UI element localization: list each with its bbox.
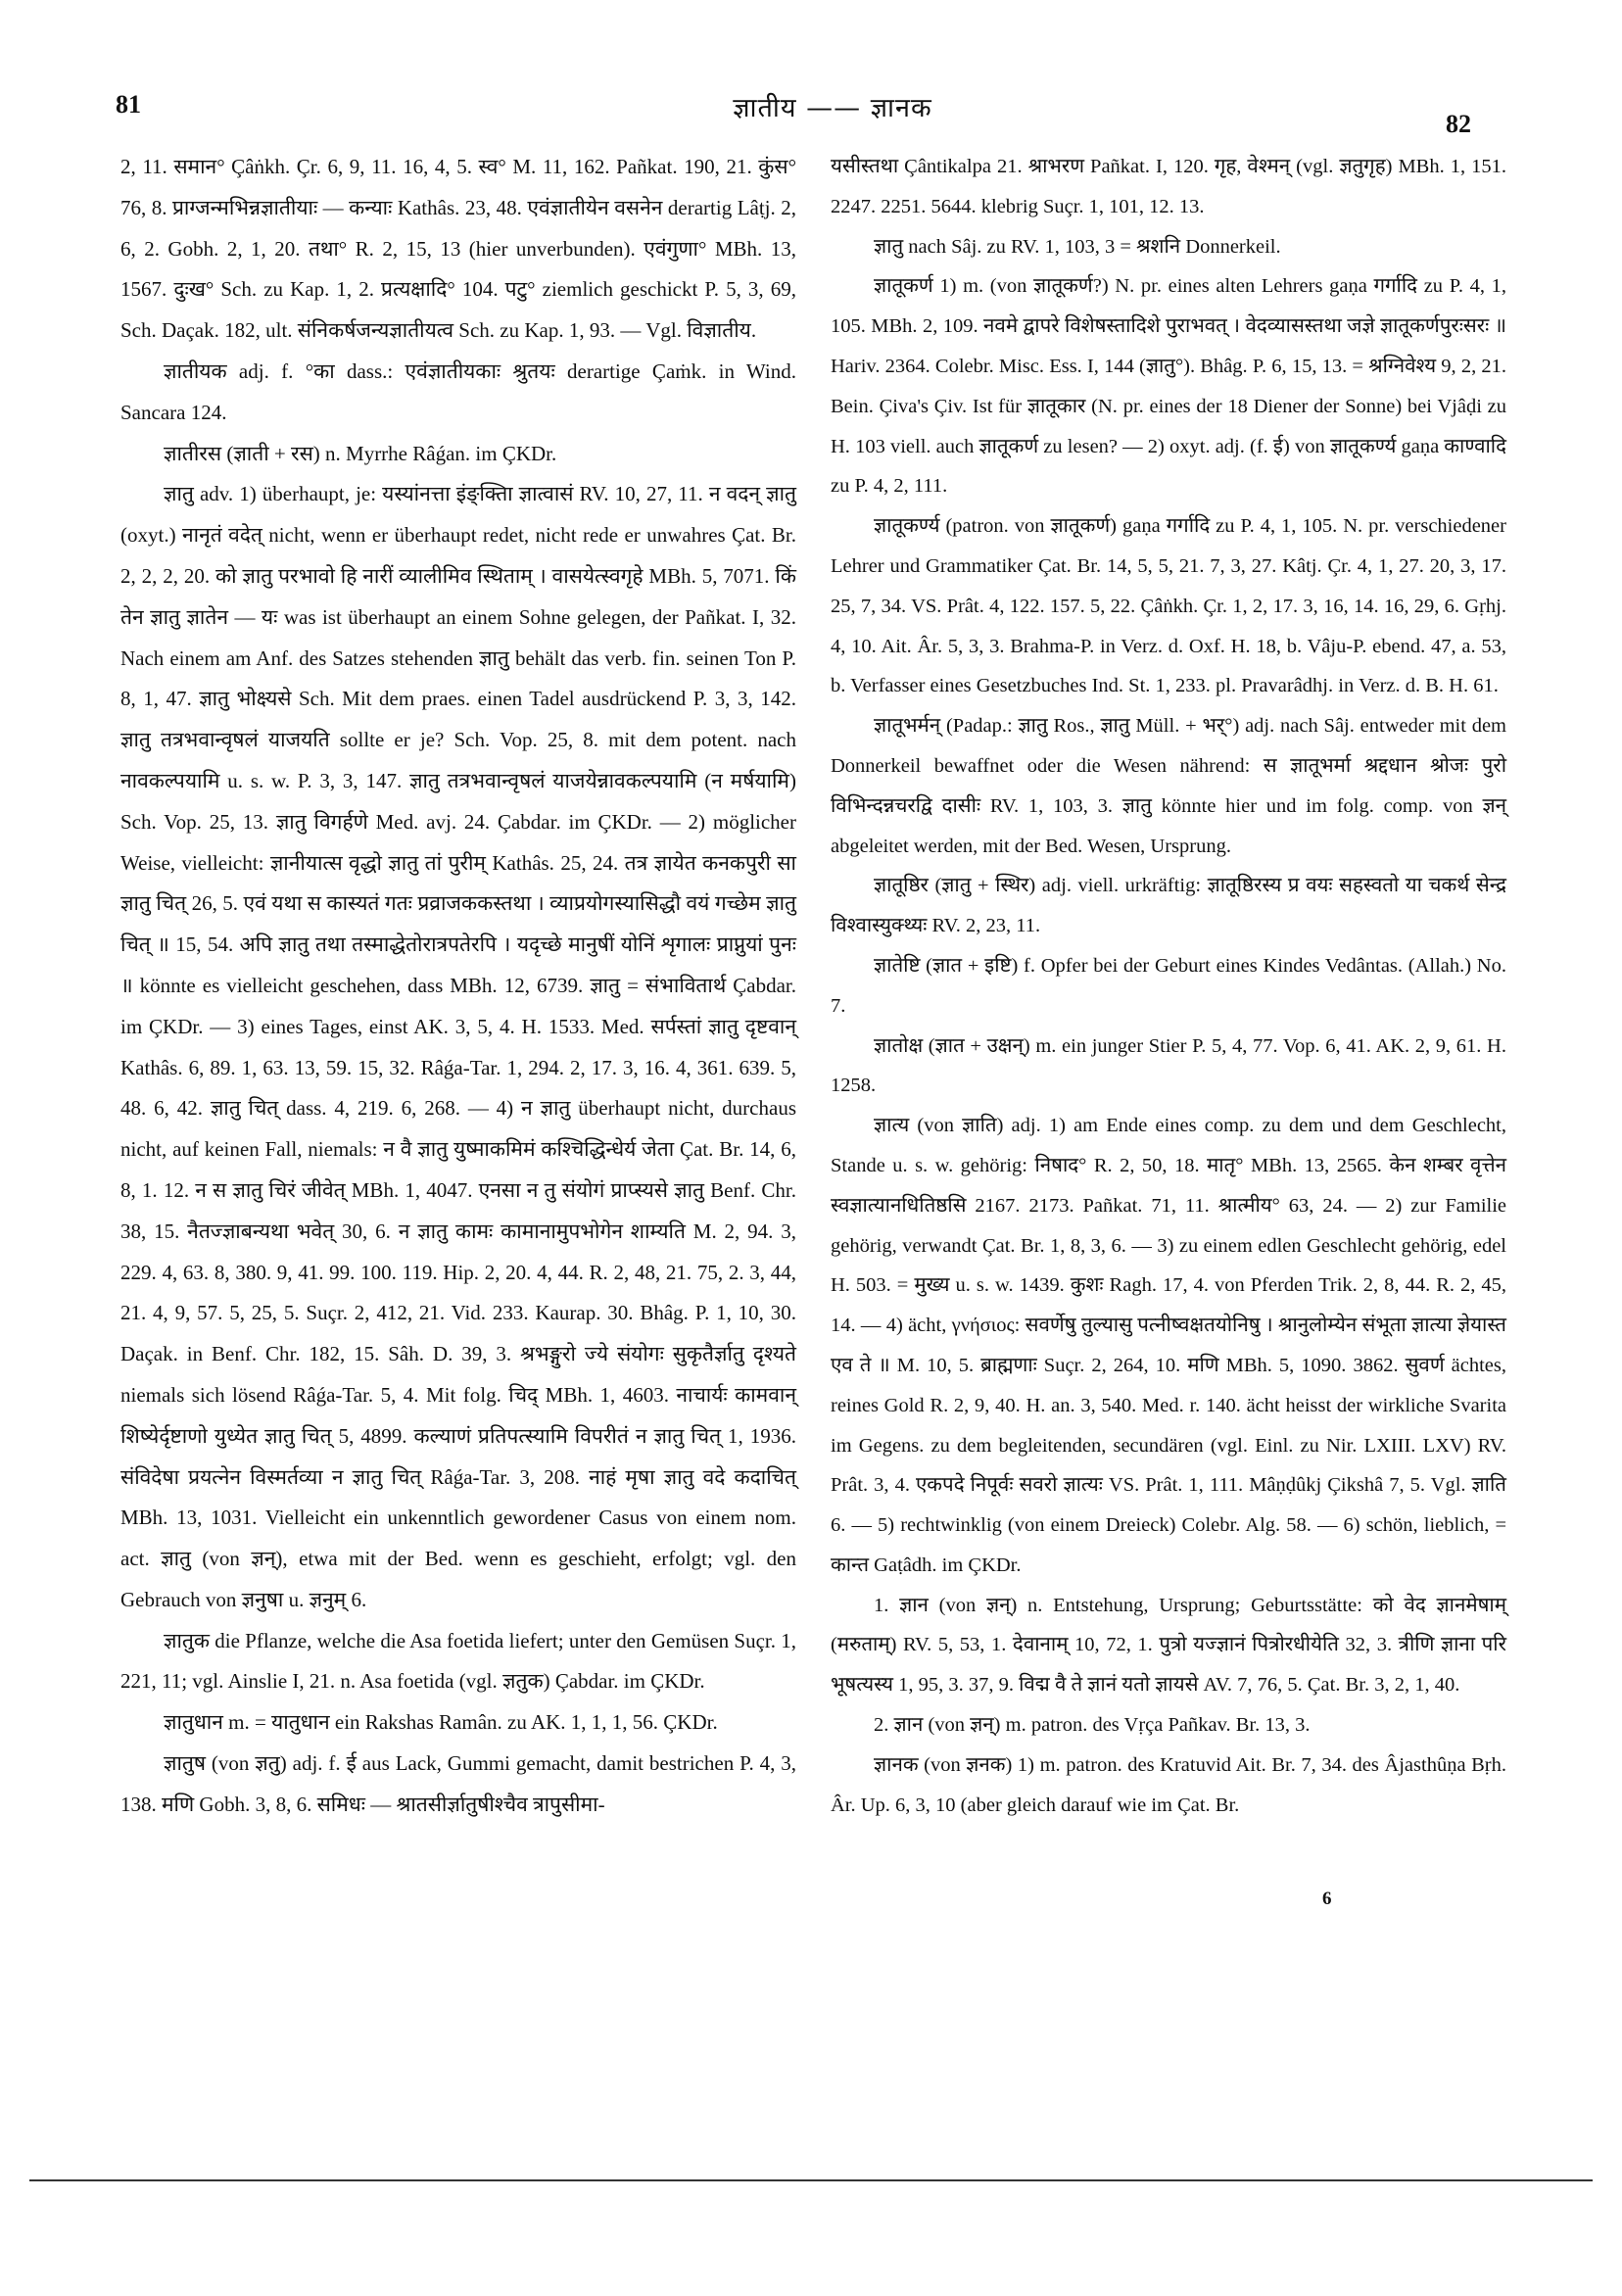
entry-paragraph: ज्ञातेष्टि (ज्ञात + इष्टि) f. Opfer bei der Geburt eines Kindes Vedântas. (Allah.) No. 7.: [831, 954, 1506, 1017]
entry-paragraph: ज्ञानक (von ज्ञनक) 1) m. patron. des Kratuvid Ait. Br. 7, 34. des Âjasthûṇa Bṛh. Âr. Up. 6, 3, 10 (aber gleich darauf wie im Çat. Br.: [831, 1753, 1506, 1816]
page-number-right: 82: [1446, 110, 1471, 138]
entry-paragraph: ज्ञातूभर्मन् (Padap.: ज्ञातु Ros., ज्ञातु Müll. + भर्°) adj. nach Sâj. entweder mit dem Donnerkeil bewaffnet oder die Wesen nährend: स ज्ञातूभर्मा श्रद्दधान श्रोजः पुरो विभिन्दन्नचरद्वि दासीः RV. 1, 103, 3. ज्ञातु könnte hier und im folg. comp. von ज्ञन् abgeleitet werden, mit der Bed. Wesen, Ursprung.: [831, 715, 1506, 857]
entry-paragraph: ज्ञातूकर्ण्य (patron. von ज्ञातूकर्ण) gaṇa गर्गादि zu P. 4, 1, 105. N. pr. verschiedener Lehrer und Grammatiker Çat. Br. 14, 5, 5, 21. 7, 3, 27. Kâtj. Çr. 4, 1, 27. 20, 3, 17. 25, 7, 34. VS. Prât. 4, 122. 157. 5, 22. Çâṅkh. Çr. 1, 2, 17. 3, 16, 14. 16, 29, 6. Gṛhj. 4, 10. Ait. Âr. 5, 3, 3. Brahma-P. in Verz. d. Oxf. H. 18, b. Vâju-P. ebend. 47, a. 53, b. Verfasser eines Gesetzbuches Ind. St. 1, 233. pl. Pravarâdhj. in Verz. d. B. H. 61.: [831, 515, 1506, 697]
entry-paragraph: ज्ञात्य (von ज्ञाति) adj. 1) am Ende eines comp. zu dem und dem Geschlecht, Stande u. s. w. gehörig: निषाद° R. 2, 50, 18. मातृ° MBh. 13, 2565. केन शम्बर वृत्तेन स्वज्ञात्यानधितिष्ठसि 2167. 2173. Pañkat. 71, 11. श्रात्मीय° 63, 24. — 2) zur Familie gehörig, verwandt Çat. Br. 1, 8, 3, 6. — 3) zu einem edlen Geschlecht gehörig, edel H. 503. = मुख्य u. s. w. 1439. कुशः Ragh. 17, 4. von Pferden Trik. 2, 8, 44. R. 2, 45, 14. — 4) ächt, γνήσιος: सवर्णेषु तुल्यासु पत्नीष्वक्षतयोनिषु । श्रानुलोम्येन संभूता ज्ञात्या ज्ञेयास्त एव ते ॥ M. 10, 5. ब्राह्मणाः Suçr. 2, 264, 10. मणि MBh. 5, 1090. 3862. सुवर्ण ächtes, reines Gold R. 2, 9, 40. H. an. 3, 540. Med. r. 140. ächt heisst der wirkliche Svarita im Gegens. zu dem begleitenden, secundären (vgl. Einl. zu Nir. LXIII. LXV) RV. Prât. 3, 4. एकपदे निपूर्वः सवरो ज्ञात्यः VS. Prât. 1, 111. Mâṇḍûkj Çikshâ 7, 5. Vgl. ज्ञाति 6. — 5) rechtwinklig (von einem Dreieck) Colebr. Alg. 58. — 6) schön, lieblich, = कान्त Gaṭâdh. im ÇKDr.: [831, 1115, 1506, 1576]
entry-paragraph: ज्ञातीयक adj. f. °का dass.: एवंज्ञातीयकाः श्रुतयः derartige Çaṁk. in Wind. Sancara 124.: [120, 359, 796, 424]
running-head: ज्ञातीय —— ज्ञानक: [733, 93, 932, 123]
entry-paragraph: ज्ञातुष (von ज्ञतु) adj. f. ई aus Lack, Gummi gemacht, damit bestrichen P. 4, 3, 138. मणि Gobh. 3, 8, 6. समिधः — श्रातसीर्ज्ञातुषीश्चैव त्रापुसीमा-: [120, 1751, 796, 1816]
entry-paragraph: ज्ञातुधान m. = यातुधान ein Rakshas Ramân. zu AK. 1, 1, 1, 56. ÇKDr.: [164, 1710, 718, 1735]
entry-paragraph: ज्ञातोक्ष (ज्ञात + उक्षन्) m. ein junger Stier P. 5, 4, 77. Vop. 6, 41. AK. 2, 9, 61. H. 1258.: [831, 1034, 1506, 1097]
right-column: [831, 147, 1506, 1825]
bottom-rule: [29, 2179, 1593, 2181]
entry-paragraph: ज्ञातीरस (ज्ञाती + रस) n. Myrrhe Râǵan. im ÇKDr.: [164, 441, 557, 465]
entry-paragraph: 2. ज्ञान (von ज्ञन्) m. patron. des Vṛça Pañkav. Br. 13, 3.: [874, 1714, 1311, 1737]
entry-paragraph: ज्ञातूष्ठिर (ज्ञातु + स्थिर) adj. viell. urkräftig: ज्ञातूष्ठिरस्य प्र वयः सहस्वतो या चकर्थ सेन्द्र विश्वास्युक्थ्यः RV. 2, 23, 11.: [831, 875, 1506, 937]
entry-paragraph: ज्ञातु nach Sâj. zu RV. 1, 103, 3 = श्रशनि Donnerkeil.: [874, 235, 1281, 258]
left-column: [120, 147, 796, 1826]
entry-paragraph: 2, 11. समान° Çâṅkh. Çr. 6, 9, 11. 16, 4, 5. स्व° M. 11, 162. Pañkat. 190, 21. कुंस° 76, 8. प्राग्जन्मभिन्नज्ञातीयाः — कन्याः Kathâs. 23, 48. एवंज्ञातीयेन वसनेन derartig Lâṭj. 2, 6, 2. Gobh. 2, 1, 20. तथा° R. 2, 15, 13 (hier unverbunden). एवंगुणा° MBh. 13, 1567. दुःख° Sch. zu Kap. 1, 2. प्रत्यक्षादि° 104. पटु° ziemlich geschickt P. 5, 3, 69, Sch. Daçak. 182, ult. संनिकर्षजन्यज्ञातीयत्व Sch. zu Kap. 1, 93. — Vgl. विज्ञातीय.: [120, 155, 796, 343]
entry-paragraph: ज्ञातुक die Pflanze, welche die Asa foetida liefert; unter den Gemüsen Suçr. 1, 221, 11; vgl. Ainslie I, 21. n. Asa foetida (vgl. ज्ञतुक) Çabdar. im ÇKDr.: [120, 1628, 796, 1694]
entry-paragraph: ज्ञातूकर्ण 1) m. (von ज्ञातूकर्ण?) N. pr. eines alten Lehrers gaṇa गर्गादि zu P. 4, 1, 105. MBh. 2, 109. नवमे द्वापरे विशेषस्तादिशे पुराभवत् । वेदव्यासस्तथा जज्ञे ज्ञातूकर्णपुरःसरः ॥ Hariv. 2364. Colebr. Misc. Ess. I, 144 (ज्ञातु°). Bhâg. P. 6, 15, 13. = श्रग्निवेश्य 9, 2, 21. Bein. Çiva's Çiv. Ist für ज्ञातूकार (N. pr. eines der 18 Diener der Sonne) bei Vjâḍi zu H. 103 viell. auch ज्ञातूकर्ण zu lesen? — 2) oxyt. adj. (f. ई) von ज्ञातूकर्ण्य gaṇa काण्वादि zu P. 4, 2, 111.: [831, 275, 1506, 498]
entry-paragraph: 1. ज्ञान (von ज्ञन्) n. Entstehung, Ursprung; Geburtsstätte: को वेद ज्ञानमेषाम् (मरुताम्) RV. 5, 53, 1. देवानाम् 10, 72, 1. पुत्रो यज्ज्ञानं पित्रोरधीयेति 32, 3. त्रीणि ज्ञाना परि भूषत्यस्य 1, 95, 3. 37, 9. विद्म वै ते ज्ञानं यतो ज्ञायसे AV. 7, 76, 5. Çat. Br. 3, 2, 1, 40.: [831, 1594, 1506, 1697]
entry-paragraph: ज्ञातु adv. 1) überhaupt, je: यस्यांनत्ता इंङ्क्तिा ज्ञात्वासं RV. 10, 27, 11. न वदन् ज्ञातु (oxyt.) नानृतं वदेत् nicht, wenn er überhaupt redet, nicht rede er unwahres Çat. Br. 2, 2, 2, 20. को ज्ञातु परभावो हि नारीं व्यालीमिव स्थिताम् । वासयेत्स्वगृहे MBh. 5, 7071. किं तेन ज्ञातु ज्ञातेन — यः was ist überhaupt an einem Sohne gelegen, der Pañkat. I, 32. Nach einem am Anf. des Satzes stehenden ज्ञातु behält das verb. fin. seinen Ton P. 8, 1, 47. ज्ञातु भोक्ष्यसे Sch. Mit dem praes. einen Tadel ausdrückend P. 3, 3, 142. ज्ञातु तत्रभवान्वृषलं याजयति sollte er je? Sch. Vop. 25, 8. mit dem potent. nach नावकल्पयामि u. s. w. P. 3, 3, 147. ज्ञातु तत्रभवान्वृषलं याजयेन्नावकल्पयामि (न मर्षयामि) Sch. Vop. 25, 13. ज्ञातु विगर्हणे Med. avj. 24. Çabdar. im ÇKDr. — 2) möglicher Weise, vielleicht: ज्ञानीयात्स वृद्धो ज्ञातु तां पुरीम् Kathâs. 25, 24. तत्र ज्ञायेत कनकपुरी सा ज्ञातु चित् 26, 5. एवं यथा स कास्यतं गतः प्रव्राजककस्तथा । व्याप्रयोगस्यासिद्धौ वयं गच्छेम ज्ञातु चित् ॥ 15, 54. अपि ज्ञातु तथा तस्माद्धेतोरात्रपतेरपि । यदृच्छे मानुषीं योनिं शृगालः प्राप्नुयां पुनः ॥ könnte es vielleicht geschehen, dass MBh. 12, 6739. ज्ञातु = संभावितार्थ Çabdar. im ÇKDr. — 3) eines Tages, einst AK. 3, 5, 4. H. 1533. Med. सर्पस्तां ज्ञातु दृष्टवान् Kathâs. 6, 89. 1, 63. 13, 59. 15, 32. Râǵa-Tar. 1, 294. 2, 17. 3, 16. 4, 361. 639. 5, 48. 6, 42. ज्ञातु चित् dass. 4, 219. 6, 268. — 4) न ज्ञातु überhaupt nicht, durchaus nicht, auf keinen Fall, niemals: न वै ज्ञातु युष्माकमिमं कश्चिद्धिन्धेर्य जेता Çat. Br. 14, 6, 8, 1. 12. न स ज्ञातु चिरं जीवेत् MBh. 1, 4047. एनसा न तु संयोगं प्राप्स्यसे ज्ञातु Benf. Chr. 38, 15. नैतज्ज्ञाबन्यथा भवेत् 30, 6. न ज्ञातु कामः कामानामुपभोगेन शाम्यति M. 2, 94. 3, 229. 4, 63. 8, 380. 9, 41. 99. 100. 119. Hip. 2, 20. 4, 44. R. 2, 48, 21. 75, 2. 3, 44, 21. 4, 9, 57. 5, 25, 5. Suçr. 2, 412, 21. Vid. 233. Kaurap. 30. Bhâg. P. 1, 10, 30. Daçak. in Benf. Chr. 182, 15. Sâh. D. 39, 3. श्रभङ्गुरो ज्ये संयोगः सुकृतैर्ज्ञातु दृश्यते niemals sich lösend Râǵa-Tar. 5, 4. Mit folg. चिद् MBh. 1, 4603. नाचार्यः कामवान् शिष्येर्दृष्टाणो युध्येत ज्ञातु चित् 5, 4899. कल्याणं प्रतिपत्स्यामि विपरीतं न ज्ञातु चित् 1, 1936. संविदेषा प्रयत्नेन विस्मर्तव्या न ज्ञातु चित् Râǵa-Tar. 3, 208. नाहं मृषा ज्ञातु वदे कदाचित् MBh. 13, 1031. Vielleicht ein unkenntlich gewordener Casus von einem nom. act. ज्ञातु (von ज्ञन्), etwa mit der Bed. wenn es geschieht, erfolgt; vgl. den Gebrauch von ज्ञनुषा u. ज्ञनुम् 6.: [120, 482, 796, 1611]
page-number-left: 81: [116, 90, 141, 119]
entry-paragraph: यसीस्तथा Çântikalpa 21. श्राभरण Pañkat. I, 120. गृह, वेश्मन् (vgl. ज्ञतुगृह) MBh. 1, 151. 2247. 2251. 5644. klebrig Suçr. 1, 101, 12. 13.: [831, 156, 1506, 217]
sheet-number: 6: [1322, 1889, 1332, 1909]
